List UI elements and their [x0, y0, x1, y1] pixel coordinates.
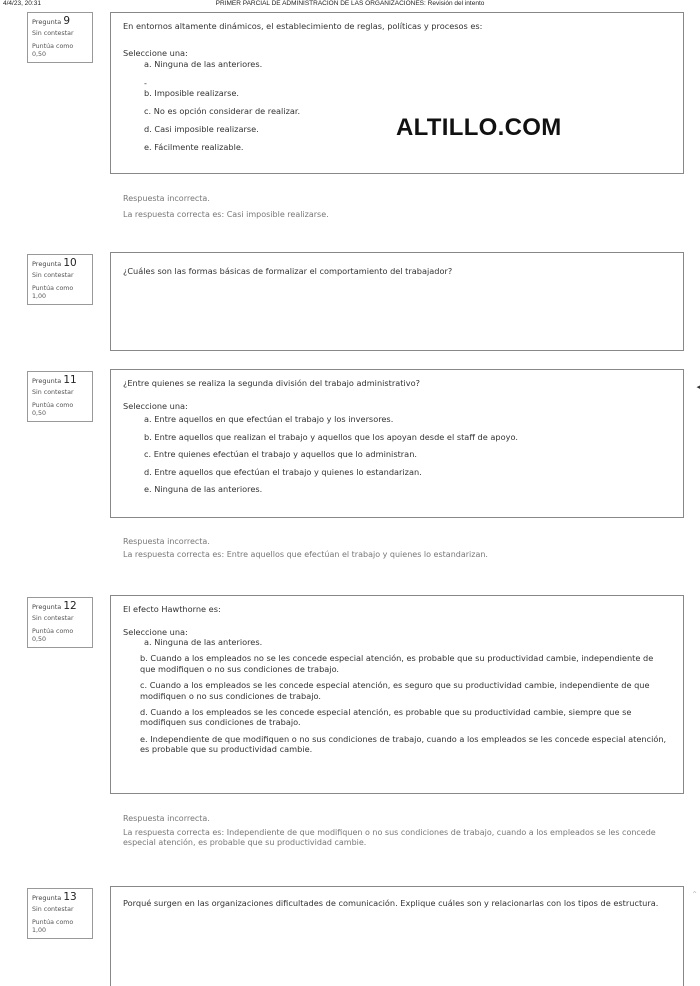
feedback-status: Respuesta incorrecta.	[123, 537, 210, 546]
question-info-10	[27, 254, 93, 305]
option-d[interactable]: d. Cuando a los empleados se les concede especial atención, es probable que su productividad cambie, siempre que se modifiquen sus condiciones de trabajo.	[140, 707, 632, 728]
question-info-13	[27, 888, 93, 939]
question-text: En entornos altamente dinámicos, el establecimiento de reglas, políticas y procesos es:	[123, 21, 483, 31]
print-title: PRIMER PARCIAL DE ADMINISTRACION DE LAS ORGANIZACIONES: Revisión del intento	[215, 0, 485, 7]
question-points: Puntúa como 0,50	[32, 402, 74, 417]
question-text: ¿Cuáles son las formas básicas de formalizar el comportamiento del trabajador?	[123, 266, 453, 276]
question-points: Puntúa como 1,00	[32, 919, 74, 934]
stray-dash: -	[144, 79, 147, 88]
scroll-caret-icon[interactable]: ⌃	[691, 890, 698, 899]
question-box-12	[110, 595, 684, 794]
option-a[interactable]: a. Ninguna de las anteriores.	[144, 59, 263, 69]
question-points: Puntúa como 0,50	[32, 43, 74, 58]
question-status: Sin contestar	[32, 615, 74, 622]
feedback-answer: La respuesta correcta es: Independiente de que modifiquen o no sus condiciones de trabajo, cuando a los empleados se les concede especial atención, es probable que su productividad cambie.	[123, 828, 656, 847]
question-number: Pregunta 13	[32, 891, 77, 903]
feedback-answer: La respuesta correcta es: Entre aquellos que efectúan el trabajo y quienes lo estandarizan.	[123, 550, 488, 559]
option-d[interactable]: d. Entre aquellos que efectúan el trabajo y quienes lo estandarizan.	[144, 466, 422, 477]
feedback-9	[123, 194, 683, 220]
watermark-logo: ALTILLO.COM	[396, 114, 562, 141]
feedback-11	[123, 537, 683, 560]
option-e[interactable]: e. Fácilmente realizable.	[144, 142, 244, 152]
option-e[interactable]: e. Ninguna de las anteriores.	[144, 484, 263, 494]
question-status: Sin contestar	[32, 272, 74, 279]
select-label: Seleccione una:	[123, 48, 188, 58]
feedback-12	[123, 814, 683, 848]
question-text: El efecto Hawthorne es:	[123, 604, 221, 614]
question-box-13	[110, 886, 684, 986]
question-number: Pregunta 11	[32, 374, 77, 386]
select-label: Seleccione una:	[123, 627, 188, 637]
question-box-10	[110, 252, 684, 351]
select-label: Seleccione una:	[123, 401, 188, 411]
print-datetime: 4/4/23, 20:31	[3, 0, 41, 7]
question-info-11	[27, 371, 93, 422]
question-status: Sin contestar	[32, 30, 74, 37]
question-text: ¿Entre quienes se realiza la segunda división del trabajo administrativo?	[123, 378, 420, 388]
question-number: Pregunta 12	[32, 600, 77, 612]
option-b[interactable]: b. Cuando a los empleados no se les concede especial atención, es probable que su productividad cambie, independiente de que modifiquen o no sus condiciones de trabajo.	[140, 653, 654, 674]
option-e[interactable]: e. Independiente de que modifiquen o no sus condiciones de trabajo, cuando a los empleados se les concede especial atención, es probable que su productividad cambie.	[140, 733, 667, 755]
question-number: Pregunta 10	[32, 257, 77, 269]
question-number: Pregunta 9	[32, 15, 70, 27]
question-points: Puntúa como 0,50	[32, 628, 74, 643]
question-box-11	[110, 369, 684, 518]
option-d[interactable]: d. Casi imposible realizarse.	[144, 124, 259, 134]
question-status: Sin contestar	[32, 906, 74, 913]
print-header	[0, 0, 700, 10]
option-c[interactable]: c. Entre quienes efectúan el trabajo y aquellos que lo administran.	[144, 449, 417, 459]
question-info-9	[27, 12, 93, 63]
question-points: Puntúa como 1,00	[32, 285, 74, 300]
option-a[interactable]: a. Ninguna de las anteriores.	[144, 637, 263, 647]
feedback-status: Respuesta incorrecta.	[123, 194, 210, 203]
option-a[interactable]: a. Entre aquellos en que efectúan el trabajo y los inversores.	[144, 414, 394, 424]
question-box-9	[110, 12, 684, 174]
option-b[interactable]: b. Imposible realizarse.	[144, 88, 240, 98]
question-text: Porqué surgen en las organizaciones dificultades de comunicación. Explique cuáles son y relacionarlas con los tipos de estructura.	[123, 898, 659, 908]
option-b[interactable]: b. Entre aquellos que realizan el trabajo y aquellos que los apoyan desde el staff de apoyo.	[144, 431, 518, 442]
option-c[interactable]: c. No es opción considerar de realizar.	[144, 106, 301, 116]
question-info-12	[27, 597, 93, 648]
question-status: Sin contestar	[32, 389, 74, 396]
collapse-arrow-icon[interactable]: ◂	[696, 383, 700, 391]
feedback-answer: La respuesta correcta es: Casi imposible realizarse.	[123, 210, 329, 219]
feedback-status: Respuesta incorrecta.	[123, 814, 210, 823]
option-c[interactable]: c. Cuando a los empleados se les concede especial atención, es seguro que su productividad cambie, independiente de que modifiquen o no sus condiciones de trabajo.	[140, 680, 650, 701]
